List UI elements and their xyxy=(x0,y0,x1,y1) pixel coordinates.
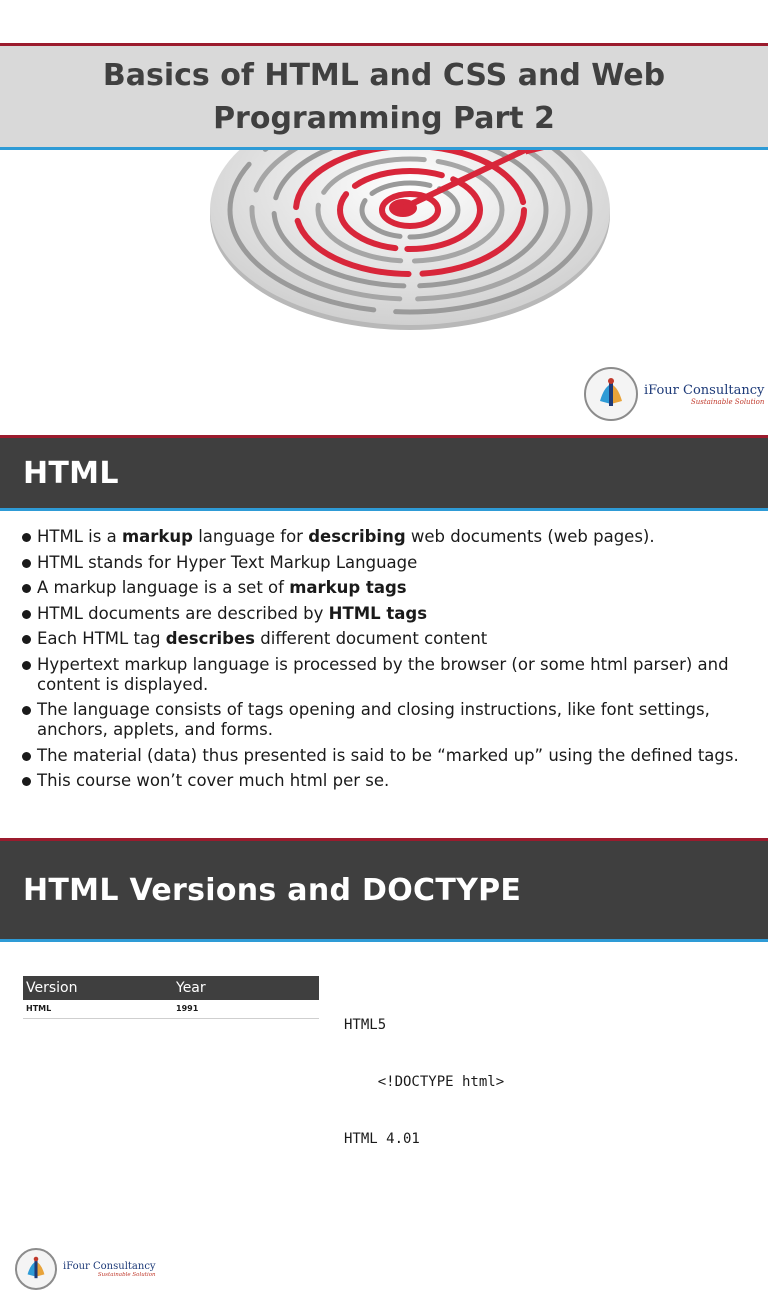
slide-header xyxy=(0,435,768,511)
bullet-text: The language consists of tags opening and closing instructions, like font settings, anchors, applets, and forms. xyxy=(37,700,710,739)
logo-tagline: Sustainable Solution xyxy=(690,397,765,406)
bullet-text: The material (data) thus presented is said to be “marked up” using the defined tags. xyxy=(37,745,739,765)
cell-year: 1991 xyxy=(173,1000,319,1018)
bullet-item xyxy=(22,578,752,598)
bullet-list xyxy=(22,527,752,797)
slide-heading: HTML Versions and DOCTYPE xyxy=(23,872,522,908)
footer-ifour-logo xyxy=(15,1248,156,1290)
column-header-year: Year xyxy=(173,976,319,1000)
bullet-text: Each HTML tag xyxy=(37,629,166,648)
bullet-bold-text: describing xyxy=(308,527,406,546)
bullet-text: HTML documents are described by xyxy=(37,603,329,623)
bullet-bold-text: markup tags xyxy=(289,578,407,597)
bullet-text: web documents (web pages). xyxy=(405,527,655,546)
bullet-text: different document content xyxy=(255,629,488,648)
bullet-bold-text: HTML tags xyxy=(328,603,428,623)
cell-version: HTML xyxy=(23,1000,173,1018)
table-header-row xyxy=(23,976,319,1000)
title-slide xyxy=(0,0,768,432)
bullet-item xyxy=(22,746,752,766)
column-header-version: Version xyxy=(23,976,173,1000)
table-row xyxy=(23,1000,319,1018)
bullet-text: Hypertext markup language is processed by the browser (or some html parser) and content is displayed. xyxy=(37,654,729,694)
bullet-text: A markup language is a set of xyxy=(37,578,290,597)
slide-heading: HTML xyxy=(23,455,119,491)
bullet-text: This course won’t cover much html per se. xyxy=(37,771,390,790)
bullet-item xyxy=(22,655,752,695)
ifour-emblem-icon xyxy=(15,1248,57,1290)
bullet-item xyxy=(22,771,752,791)
bullet-item xyxy=(22,527,752,547)
bullet-bold-text: markup xyxy=(121,527,193,546)
doctype-line: <!DOCTYPE html> xyxy=(344,1074,505,1090)
bullet-item xyxy=(22,604,752,624)
doctype-line: HTML5 xyxy=(344,1017,387,1033)
title-bar xyxy=(0,43,768,150)
slide-title-line-2: Programming Part 2 xyxy=(213,100,555,136)
bullet-item xyxy=(22,553,752,573)
bullet-text: HTML is a xyxy=(37,527,122,546)
logo-name: iFour Consultancy xyxy=(644,382,765,398)
versions-slide xyxy=(0,838,768,1147)
slide-header xyxy=(0,838,768,942)
bullet-text: language for xyxy=(192,527,309,546)
bullet-item xyxy=(22,700,752,740)
bullet-item xyxy=(22,629,752,649)
maze-target-graphic xyxy=(195,120,635,350)
slide-title-line-1: Basics of HTML and CSS and Web xyxy=(102,57,666,93)
bullet-text: HTML stands for Hyper Text Markup Language xyxy=(37,552,418,572)
version-table xyxy=(23,976,319,1019)
ifour-emblem-icon xyxy=(584,367,638,421)
doctype-line: HTML 4.01 xyxy=(344,1131,420,1147)
footer-logo-name: iFour Consultancy xyxy=(63,1260,156,1272)
bullet-bold-text: describes xyxy=(165,629,256,648)
ifour-logo xyxy=(584,367,764,421)
footer-logo-tagline: Sustainable Solution xyxy=(97,1271,156,1278)
doctype-listing xyxy=(344,978,504,1187)
